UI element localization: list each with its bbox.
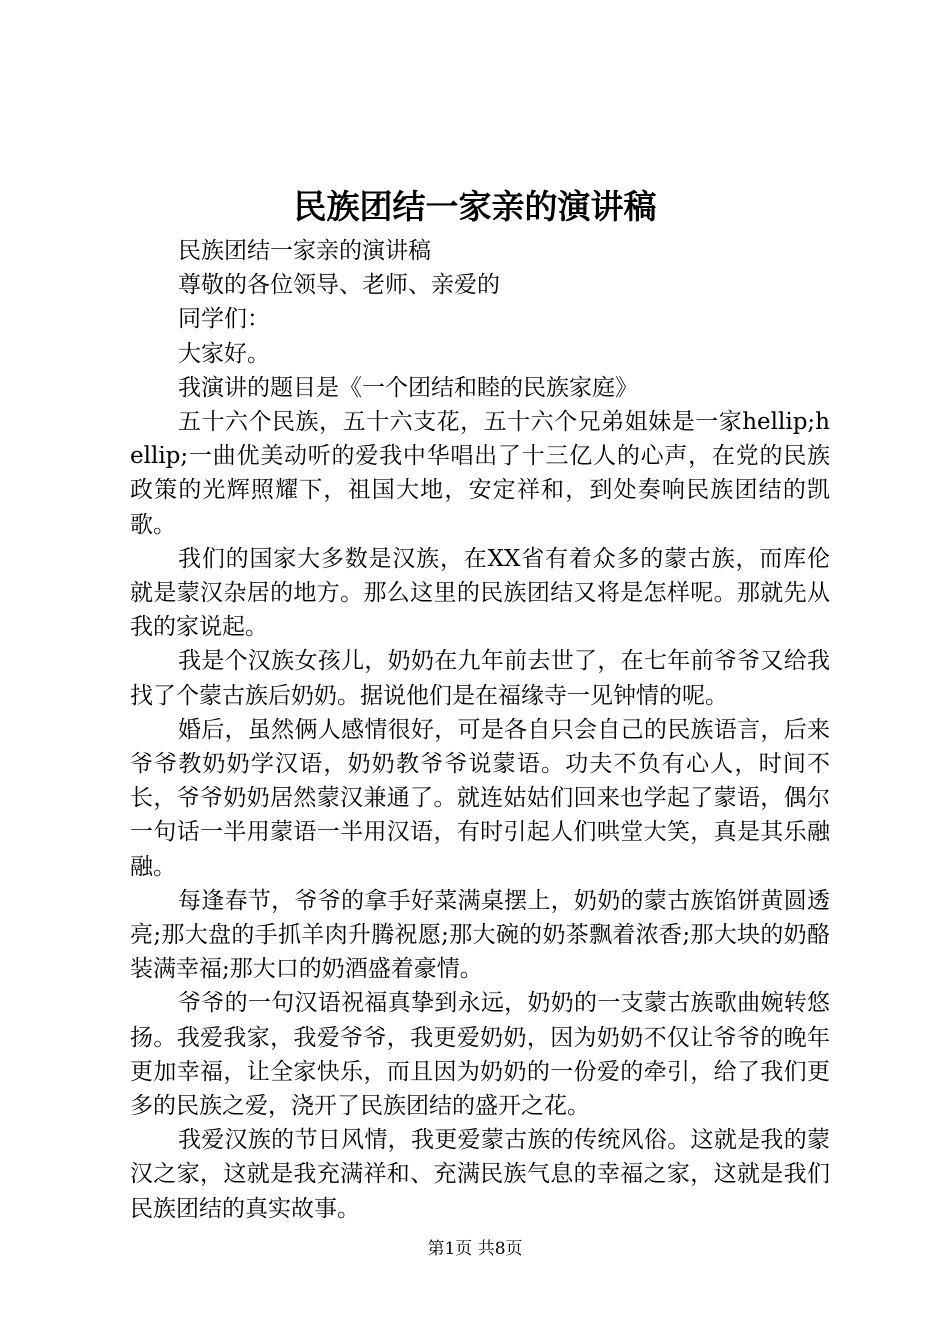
paragraph: 我爱汉族的节日风情，我更爱蒙古族的传统风俗。这就是我的蒙汉之家，这就是我充满祥和、充满民族气息的幸福之家，这就是我们民族团结的真实故事。 <box>130 1127 830 1222</box>
paragraph: 我演讲的题目是《一个团结和睦的民族家庭》 <box>178 374 638 401</box>
paragraph: 民族团结一家亲的演讲稿 <box>178 238 431 264</box>
paragraph: 每逢春节，爷爷的拿手好菜满桌摆上，奶奶的蒙古族馅饼黄圆透亮;那大盘的手抓羊肉升腾祝愿;那大碗的奶茶飘着浓香;那大块的奶酪装满幸福;那大口的奶酒盛着豪情。 <box>130 887 830 983</box>
paragraph: 五十六个民族，五十六支花，五十六个兄弟姐妹是一家hellip;hellip;一曲优美动听的爱我中华唱出了十三亿人的心声，在党的民族政策的光辉照耀下，祖国大地，安定祥和，到处奏响民族团结的凯歌。 <box>130 409 830 538</box>
paragraph: 婚后，虽然俩人感情很好，可是各自只会自己的民族语言，后来爷爷教奶奶学汉语，奶奶教爷爷说蒙语。功夫不负有心人，时间不长，爷爷奶奶居然蒙汉兼通了。就连姑姑们回来也学起了蒙语，偶尔一句话一半用蒙语一半用汉语，有时引起人们哄堂大笑，真是其乐融融。 <box>130 716 830 880</box>
page-footer: 第1页 共8页 <box>427 1239 523 1259</box>
paragraph: 尊敬的各位领导、老师、亲爱的 <box>178 272 500 299</box>
document-title: 民族团结一家亲的演讲稿 <box>293 187 657 226</box>
paragraph: 我是个汉族女孩儿，奶奶在九年前去世了，在七年前爷爷又给我找了个蒙古族后奶奶。据说他们是在福缘寺一见钟情的呢。 <box>130 648 830 709</box>
paragraph: 我们的国家大多数是汉族，在XX省有着众多的蒙古族，而库伦就是蒙汉杂居的地方。那么这里的民族团结又将是怎样呢。那就先从我的家说起。 <box>130 545 830 641</box>
paragraph: 大家好。 <box>178 340 270 367</box>
paragraph: 爷爷的一句汉语祝福真挚到永远，奶奶的一支蒙古族歌曲婉转悠扬。我爱我家，我爱爷爷，我更爱奶奶，因为奶奶不仅让爷爷的晚年更加幸福，让全家快乐，而且因为奶奶的一份爱的牵引，给了我们更多的民族之爱，浇开了民族团结的盛开之花。 <box>130 990 830 1120</box>
document-body <box>130 234 830 1226</box>
paragraph: 同学们： <box>178 306 270 333</box>
